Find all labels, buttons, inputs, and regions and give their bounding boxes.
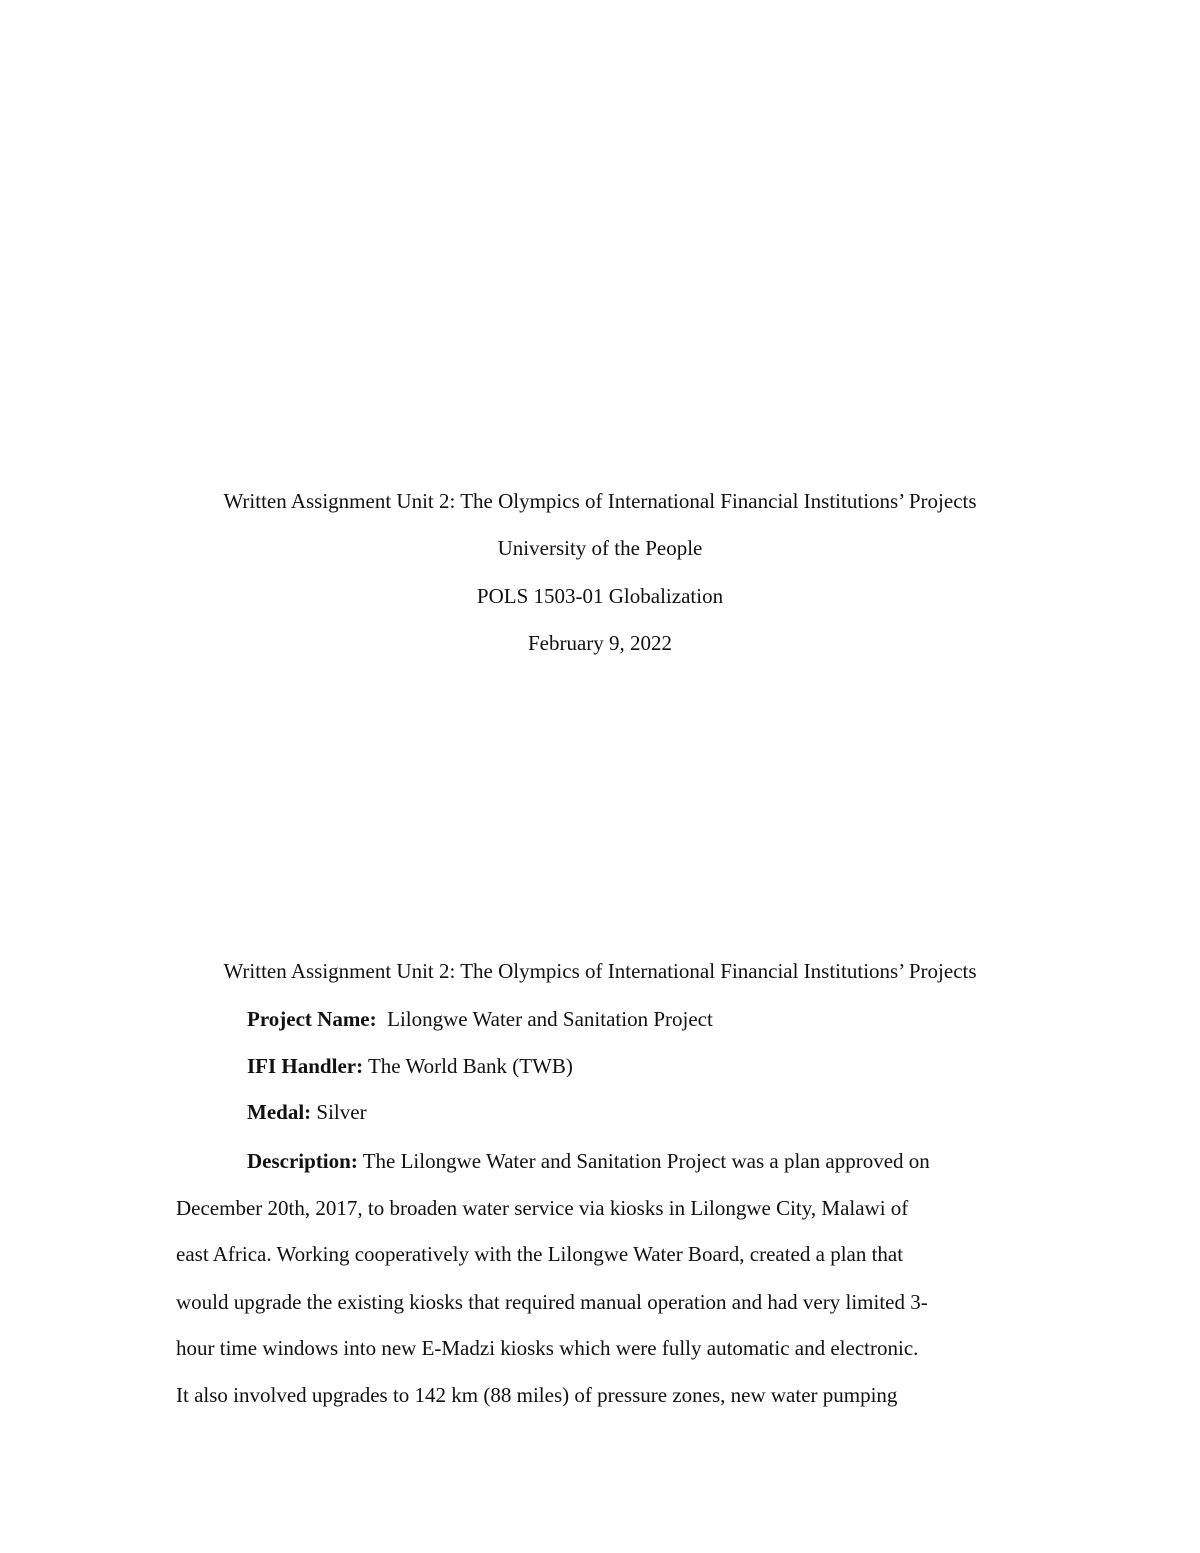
title-page-course: POLS 1503-01 Globalization (476, 584, 724, 608)
description-line: It also involved upgrades to 142 km (88 miles) of pressure zones, new water pumping (176, 1383, 898, 1407)
field-ifi-handler-label: IFI Handler: (247, 1054, 364, 1078)
field-medal-label: Medal: (247, 1100, 312, 1124)
field-project-name-value: Lilongwe Water and Sanitation Project (376, 1007, 713, 1031)
field-project-name-label: Project Name: (247, 1007, 377, 1031)
title-page-date: February 9, 2022 (527, 631, 673, 655)
description-line: would upgrade the existing kiosks that required manual operation and had very limited 3- (176, 1290, 928, 1314)
description-line: hour time windows into new E-Madzi kiosks which were fully automatic and electronic. (176, 1336, 919, 1360)
description-first-line (247, 1147, 930, 1175)
field-medal-value: Silver (311, 1100, 367, 1124)
title-page-university: University of the People (497, 536, 703, 560)
field-project-name (247, 1005, 713, 1033)
field-ifi-handler-value: The World Bank (TWB) (363, 1054, 573, 1078)
description-line: east Africa. Working cooperatively with the Lilongwe Water Board, created a plan that (176, 1242, 904, 1266)
description-first-text: The Lilongwe Water and Sanitation Project was a plan approved on (357, 1149, 930, 1173)
field-medal (247, 1098, 367, 1126)
field-ifi-handler (247, 1052, 573, 1080)
body-heading: Written Assignment Unit 2: The Olympics of International Financial Institutions’ Projects (223, 959, 977, 983)
description-label: Description: (247, 1149, 358, 1173)
description-line: December 20th, 2017, to broaden water service via kiosks in Lilongwe City, Malawi of (176, 1196, 909, 1220)
title-page-title: Written Assignment Unit 2: The Olympics of International Financial Institutions’ Projects (223, 489, 977, 513)
